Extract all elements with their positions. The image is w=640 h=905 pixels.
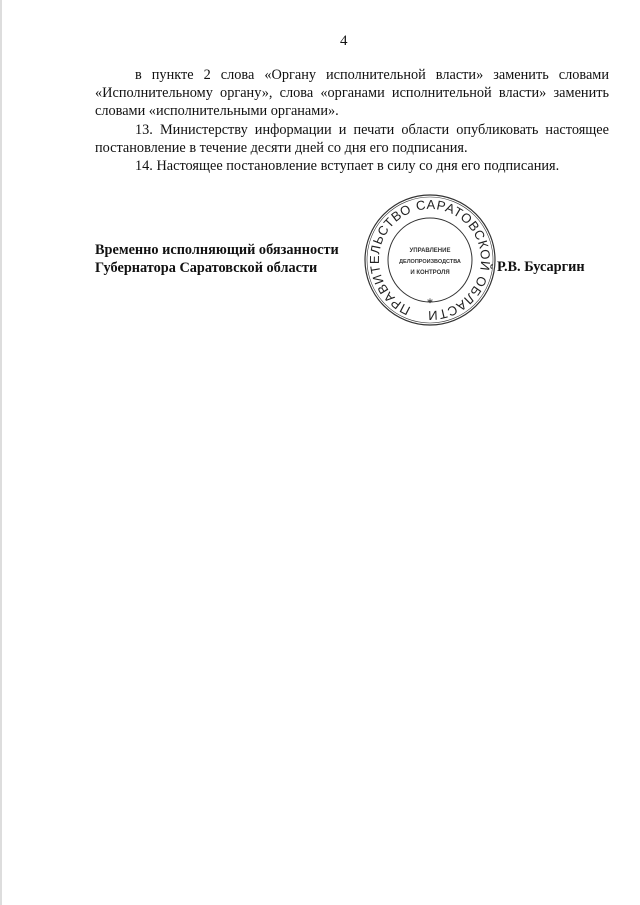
official-stamp [360,190,500,330]
signatory-title [95,241,339,277]
signatory-name: Р.В. Бусаргин [497,259,585,275]
stamp-ring-text: ПРАВИТЕЛЬСТВО САРАТОВСКОЙ ОБЛАСТИ [366,196,494,324]
paragraph-item-13: 13. Министерству информации и печати области опубликовать настоящее постановление в течение десяти дней со дня его подписания. [95,121,609,156]
paragraph-item-14: 14. Настоящее постановление вступает в силу со дня его подписания. [135,158,560,175]
signatory-title-line1: Временно исполняющий обязанности [95,242,339,258]
document-body [95,66,609,175]
stamp-center-line2: ДЕЛОПРОИЗВОДСТВА [399,259,461,265]
signatory-title-line2: Губернатора Саратовской области [95,260,318,276]
page-number: 4 [340,33,348,49]
paragraph-item-12-continuation: в пункте 2 слова «Органу исполнительной власти» заменить словами «Исполнительному органу», слова «органами исполнительной власти» заменить словами «исполнительными органами». [95,67,609,120]
scan-edge [0,0,2,905]
stamp-center-line1: УПРАВЛЕНИЕ [409,248,451,254]
stamp-center-line3: И КОНТРОЛЯ [410,270,450,276]
stamp-star: * [426,295,434,310]
